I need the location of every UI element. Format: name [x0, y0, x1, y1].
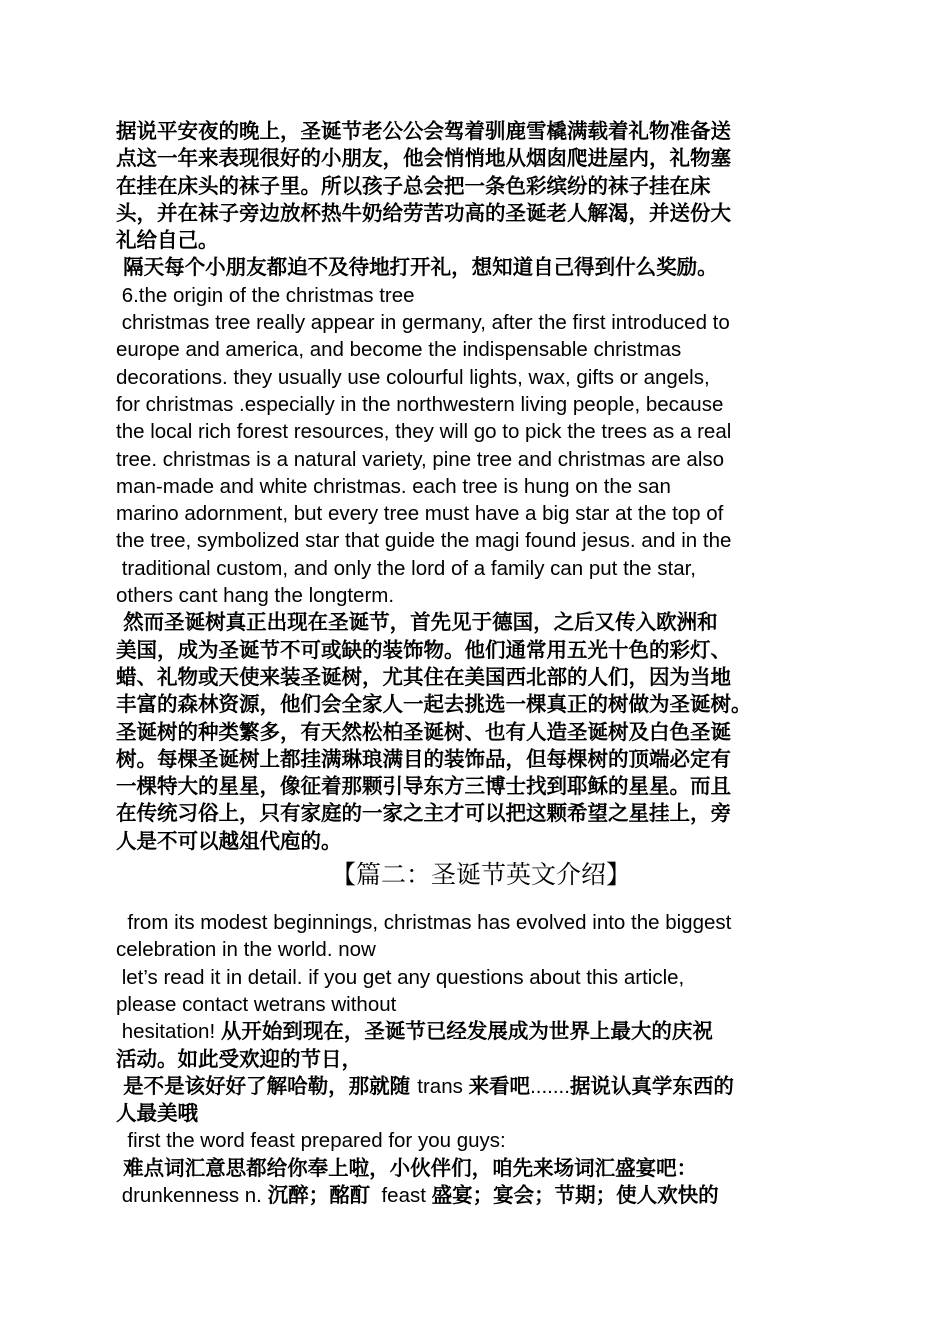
text-line: 丰富的森林资源，他们会全家人一起去挑选一棵真正的树做为圣诞树。	[116, 692, 752, 717]
text-segment-cn: 盛宴；宴会；节期；使人欢快的	[431, 1182, 719, 1207]
text-segment-en: .......	[530, 1074, 570, 1098]
text-line: 在挂在床头的袜子里。所以孩子总会把一条色彩缤纷的袜子挂在床	[116, 173, 711, 198]
paragraph-intro-en	[116, 909, 846, 1209]
section-subtitle: 6.the origin of the christmas tree	[116, 283, 415, 307]
text-line: man-made and white christmas. each tree is hung on the san	[116, 474, 671, 498]
text-line: 然而圣诞树真正出现在圣诞节，首先见于德国，之后又传入欧洲和	[116, 610, 718, 635]
text-line: 在传统习俗上，只有家庭的一家之主才可以把这颗希望之星挂上，旁	[116, 801, 731, 826]
text-segment-en: trans	[417, 1074, 469, 1098]
paragraph-christmas-eve-cn	[116, 118, 846, 282]
text-segment-en: feast	[370, 1183, 432, 1207]
text-segment-cn: 从开始到现在，圣诞节已经发展成为世界上最大的庆祝	[220, 1019, 713, 1044]
text-line: 树。每棵圣诞树上都挂满琳琅满目的装饰品，但每棵树的顶端必定有	[116, 746, 731, 771]
text-line: from its modest beginnings, christmas has evolved into the biggest	[116, 911, 732, 935]
text-line-mixed	[116, 1073, 846, 1100]
text-line: for christmas .especially in the northwestern living people, because	[116, 392, 724, 416]
text-line: 头，并在袜子旁边放杯热牛奶给劳苦功高的圣诞老人解渴，并送份大	[116, 200, 731, 225]
text-line: 圣诞树的种类繁多，有天然松柏圣诞树、也有人造圣诞树及白色圣诞	[116, 719, 731, 744]
text-line: the local rich forest resources, they will go to pick the trees as a real	[116, 420, 732, 444]
text-line: 隔天每个小朋友都迫不及待地打开礼，想知道自己得到什么奖励。	[116, 255, 718, 280]
text-segment-cn: 是不是该好好了解哈勒，那就随	[116, 1073, 418, 1098]
text-line: the tree, symbolized star that guide the magi found jesus. and in the	[116, 529, 732, 553]
text-line: 一棵特大的星星，像征着那颗引导东方三博士找到耶稣的星星。而且	[116, 774, 731, 799]
paragraph-origin-tree-cn	[116, 609, 846, 855]
text-line: 人是不可以越俎代庖的。	[116, 828, 342, 853]
text-line: first the word feast prepared for you guys:	[116, 1129, 506, 1153]
text-line: 人最美哦	[116, 1101, 198, 1126]
text-line: christmas tree really appear in germany, after the first introduced to	[116, 311, 730, 335]
text-line: 蜡、礼物或天使来装圣诞树，尤其住在美国西北部的人们，因为当地	[116, 664, 731, 689]
section-heading: 【篇二：圣诞节英文介绍】	[330, 860, 631, 890]
text-line: 点这一年来表现很好的小朋友，他会悄悄地从烟囱爬进屋内，礼物塞	[116, 146, 731, 171]
text-line: 活动。如此受欢迎的节日，	[116, 1046, 362, 1071]
paragraph-origin-tree-en	[116, 282, 846, 610]
text-line: 美国，成为圣诞节不可或缺的装饰物。他们通常用五光十色的彩灯、	[116, 637, 731, 662]
text-line: 据说平安夜的晚上，圣诞节老公公会驾着驯鹿雪橇满载着礼物准备送	[116, 119, 731, 143]
text-line: tree. christmas is a natural variety, pine tree and christmas are also	[116, 447, 725, 471]
text-line: others cant hang the longterm.	[116, 584, 395, 608]
text-line: marino adornment, but every tree must have a big star at the top of	[116, 502, 724, 526]
text-line: 礼给自己。	[116, 228, 219, 253]
text-segment-cn: 据说认真学东西的	[569, 1073, 734, 1098]
text-line-mixed	[116, 1182, 846, 1209]
text-segment-cn: 来看吧	[468, 1073, 531, 1098]
text-segment-en: hesitation!	[116, 1020, 221, 1044]
text-line-mixed	[116, 1018, 846, 1045]
text-segment-en: drunkenness n.	[116, 1183, 268, 1207]
text-line: europe and america, and become the indispensable christmas	[116, 338, 682, 362]
text-line: celebration in the world. now	[116, 938, 376, 962]
document-page	[116, 118, 846, 1209]
text-segment-cn: 沉醉；酩酊	[267, 1182, 371, 1207]
text-line: 难点词汇意思都给你奉上啦，小伙伴们，咱先来场词汇盛宴吧：	[116, 1155, 698, 1180]
text-line: traditional custom, and only the lord of a family can put the star,	[116, 556, 697, 580]
text-line: please contact wetrans without	[116, 992, 397, 1016]
text-line: let’s read it in detail. if you get any questions about this article,	[116, 965, 685, 989]
text-line: decorations. they usually use colourful lights, wax, gifts or angels,	[116, 365, 710, 389]
